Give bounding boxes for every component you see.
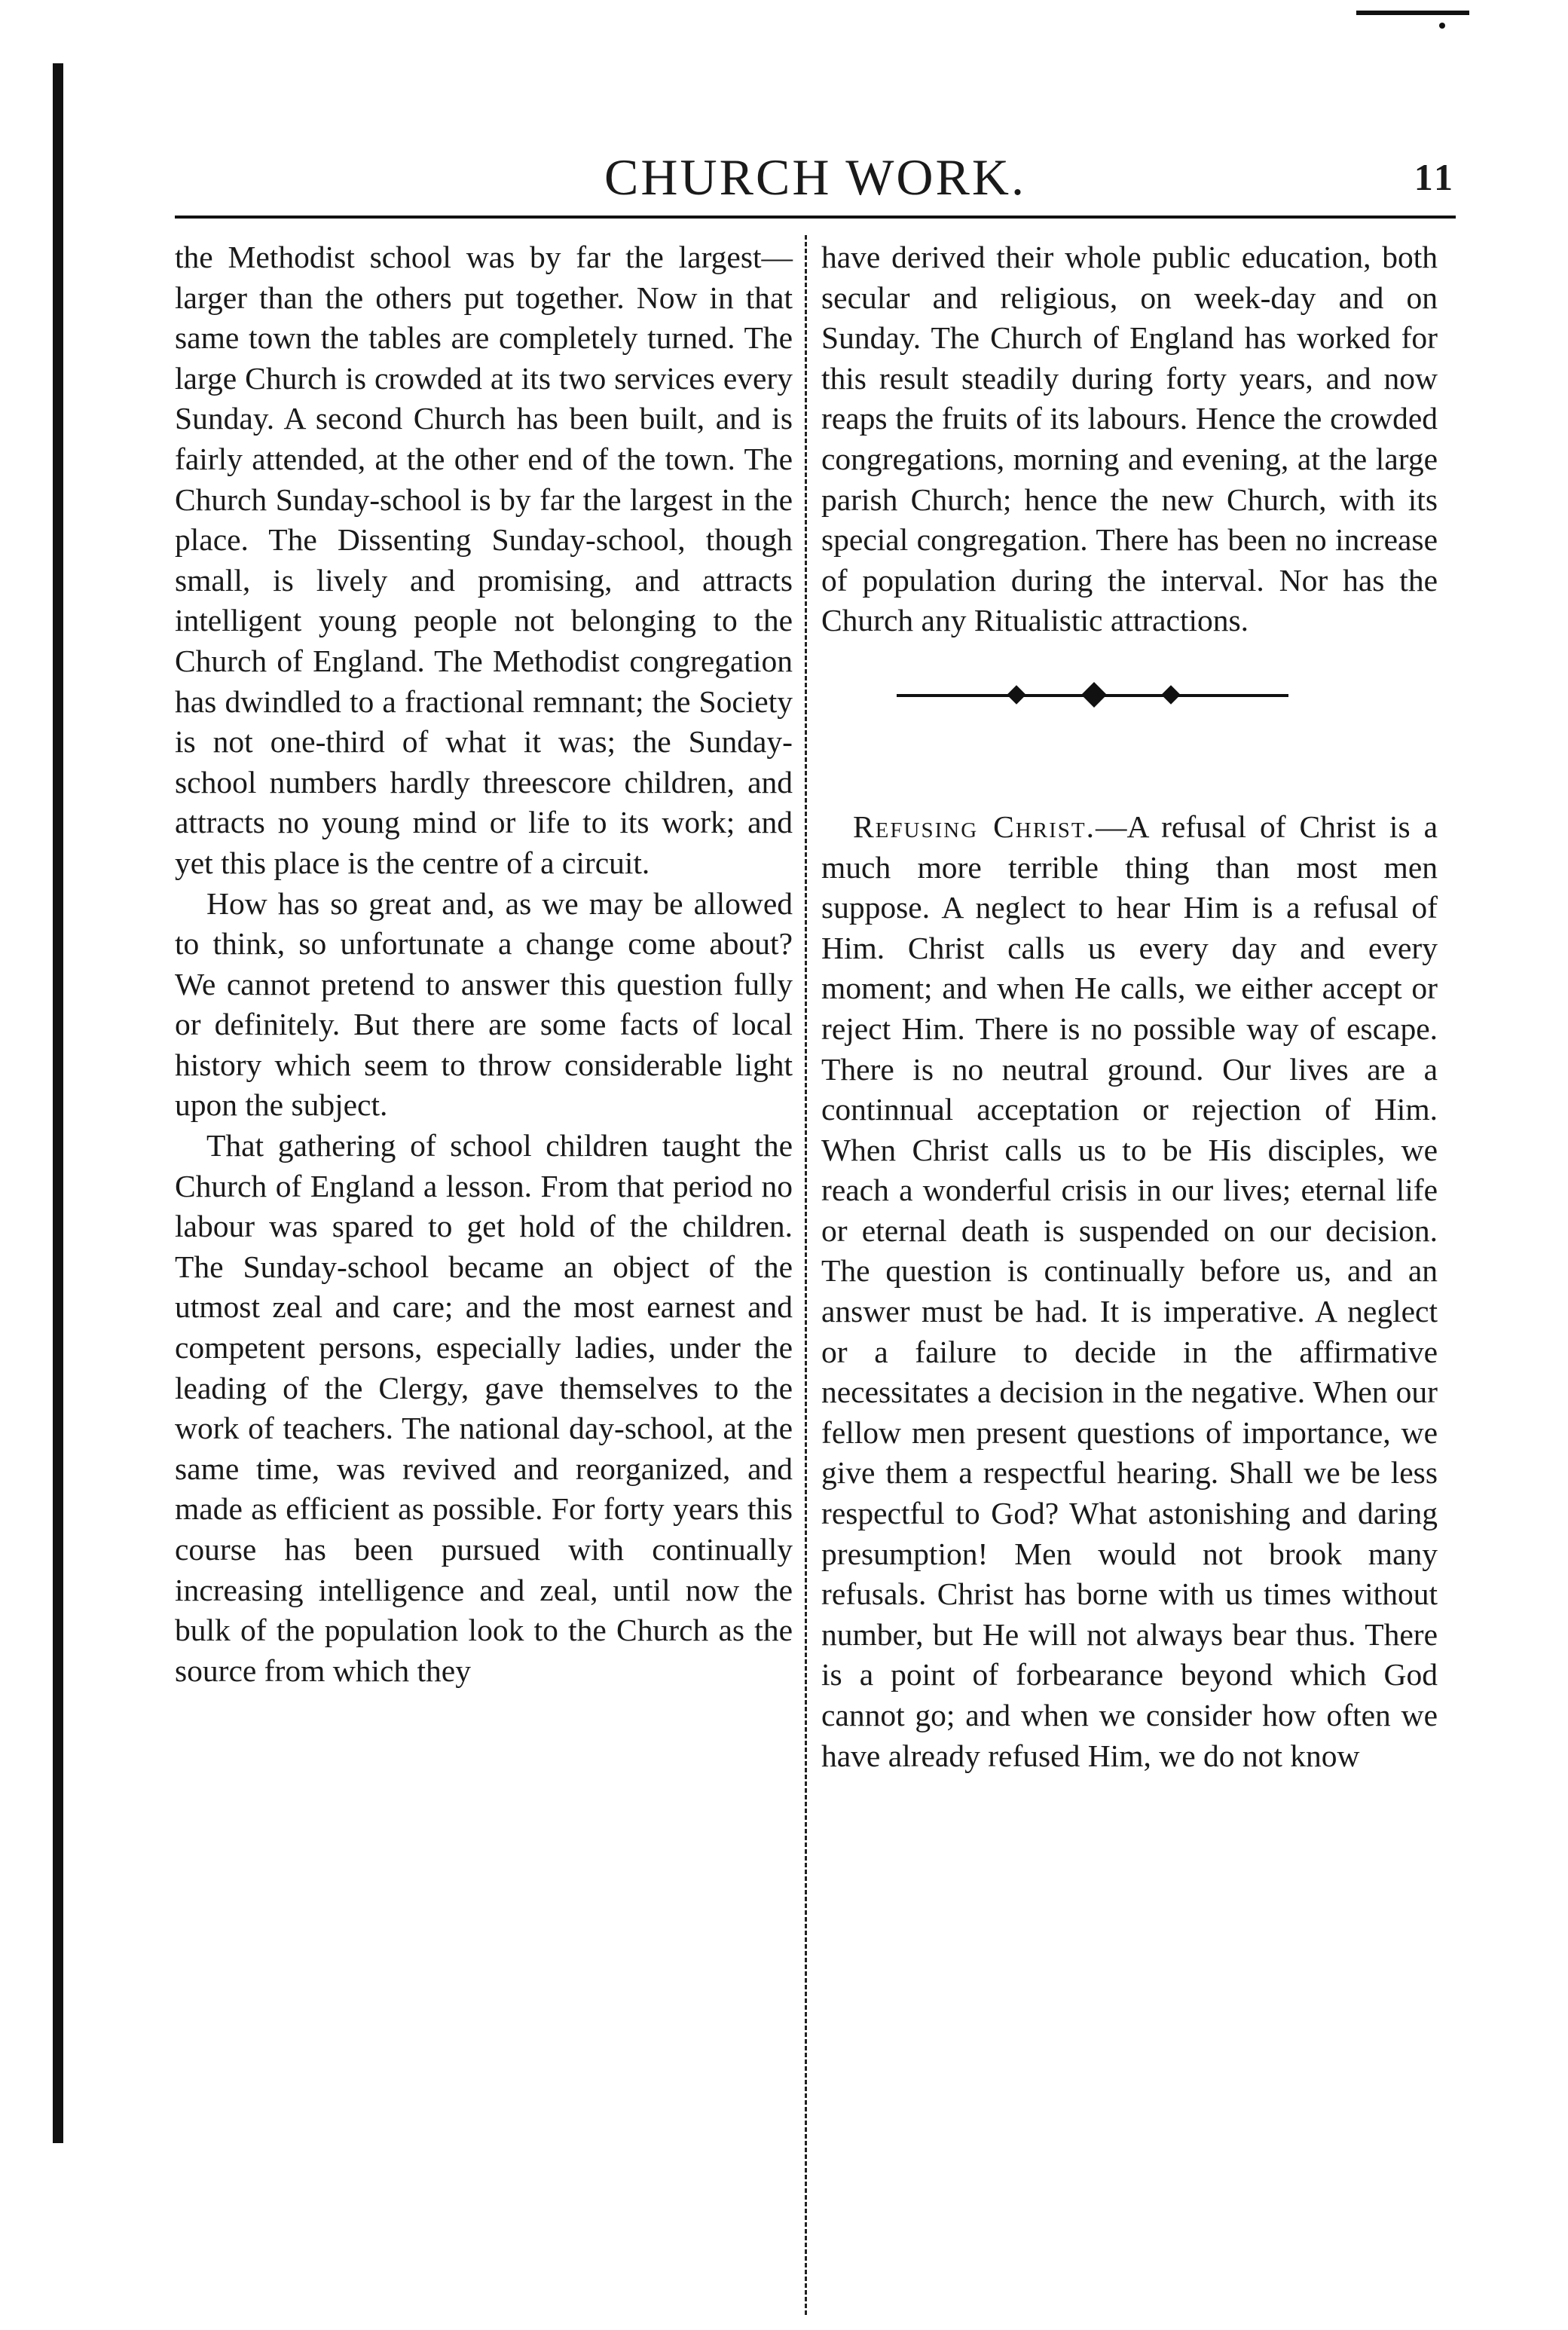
ornament-diamond-icon [1007, 685, 1025, 704]
ornament-diamond-icon [1081, 682, 1107, 708]
binding-edge-shadow [53, 63, 63, 2143]
header-rule [175, 216, 1456, 219]
left-paragraph-2: How has so great and, as we may be allowed to think, so unfortunate a change come about? We cannot pretend to answer this question fully or definitely. But there are some facts of local history which seem to throw considerable light upon the subject. [175, 885, 793, 1123]
left-paragraph-1: the Methodist school was by far the largest—larger than the others put together. Now in that same town the tables are completely turned. The large Church is crowded at its two services every Sunday. A second Church has been built, and is fairly attended, at the other end of the town. The Church Sunday-school is by far the largest in the place. The Dissenting Sunday-school, though small, is lively and promising, and attracts intelligent young people not belonging to the Church of England. The Methodist congregation has dwindled to a fractional remnant; the Society is not one-third of what it was; the Sunday-school numbers hardly threescore children, and attracts no young mind or life to its work; and yet this place is the centre of a circuit. [175, 240, 793, 880]
page-header [175, 143, 1456, 211]
right-paragraph-1: have derived their whole public education, both secular and religious, on week-day and on Sunday. The Church of England has worked for this result steadily during forty years, and now reaps the fruits of its labours. Hence the crowded congregations, morning and evening, at the large parish Church; hence the new Church, with its special congregation. There has been no increase of population during the interval. Nor has the Church any Ritualistic attractions. [821, 240, 1438, 638]
left-paragraph-3: That gathering of school children taught the Church of England a lesson. From that period no labour was spared to get hold of the children. The Sunday-school became an object of the utmost zeal and care; and the most earnest and competent persons, especially ladies, under the leading of the Clergy, gave themselves to the work of teachers. The national day-school, at the same time, was revived and reorganized, and made as efficient as possible. For forty years this course has been pursued with continually increasing intelligence and zeal, until now the bulk of the population look to the Church as the source from which they [175, 1128, 793, 1688]
section-ornament [821, 664, 1438, 732]
right-column [821, 237, 1438, 1776]
running-title: CHURCH WORK. [604, 148, 1026, 206]
ornament-diamond-icon [1161, 685, 1180, 704]
section-heading: Refusing Christ. [853, 809, 1096, 844]
scan-mark-dash [1356, 11, 1469, 15]
page-number: 11 [1414, 156, 1456, 198]
left-column [175, 237, 793, 1691]
refusing-christ-paragraph [821, 807, 1438, 1776]
section-body: —A refusal of Christ is a much more terrible thing than most men suppose. A neglect to hear Him is a refusal of Him. Christ calls us every day and every moment; and when He calls, we either accept or reject Him. There is no possible way of escape. There is no neutral ground. Our lives are a continnual acceptation or rejection of Him. When Christ calls us to be His disciples, we reach a wonderful crisis in our lives; eternal life or eternal death is suspended on our decision. The question is continually before us, and an answer must be had. It is imperative. A neglect or a failure to decide in the affirmative necessitates a decision in the negative. When our fellow men present questions of importance, we give them a respectful hearing. Shall we be less respectful to God? What astonishing and daring presumption! Men would not brook many refusals. Christ has borne with us times without number, but He will not always bear thus. There is a point of forbearance beyond which God cannot go; and when we consider how often we have already refused Him, we do not know [821, 809, 1438, 1773]
column-divider [805, 235, 807, 2315]
scan-mark-dot [1439, 23, 1445, 29]
